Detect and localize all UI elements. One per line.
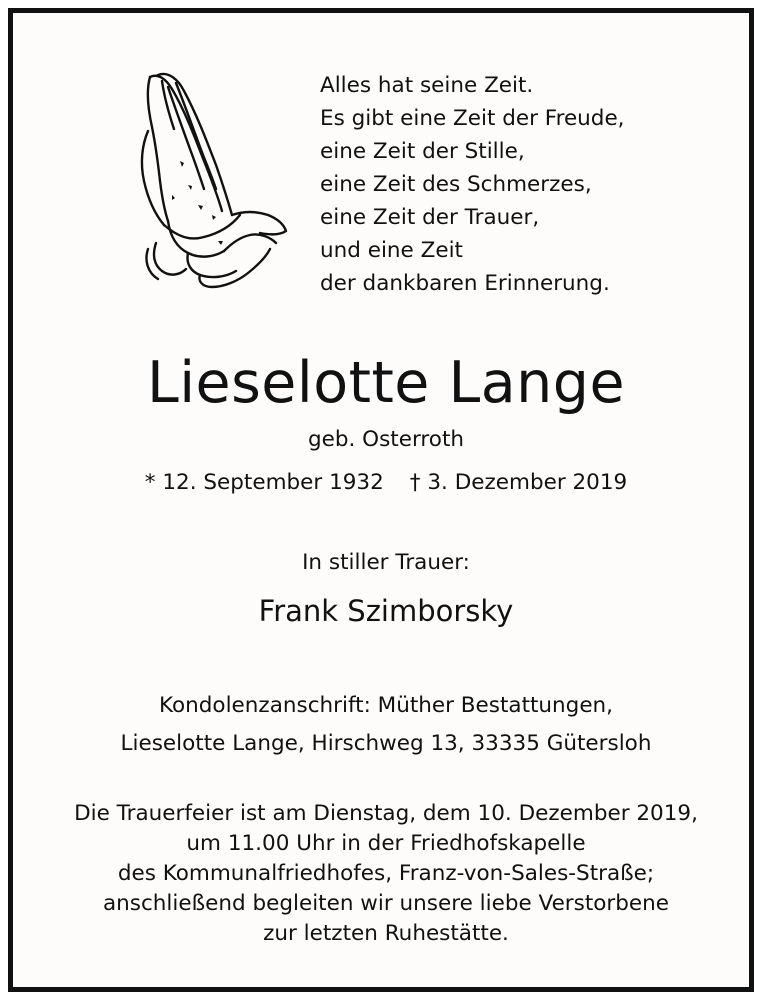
service-line: des Kommunalfriedhofes, Franz-von-Sales-Straße;	[117, 861, 655, 886]
mourning-label: In stiller Trauer:	[302, 550, 470, 575]
condolence-line: Lieselotte Lange, Hirschweg 13, 33335 Gütersloh	[120, 731, 652, 756]
service-line: zur letzten Ruhestätte.	[263, 921, 509, 946]
poem-line: Es gibt eine Zeit der Freude,	[320, 106, 625, 131]
service-line: anschließend begleiten wir unsere liebe Verstorbene	[102, 891, 669, 916]
maiden-name: geb. Osterroth	[307, 427, 464, 452]
condolence-line: Kondolenzanschrift: Müther Bestattungen,	[158, 693, 614, 718]
poem	[320, 69, 625, 300]
poem-line: der dankbaren Erinnerung.	[320, 271, 610, 296]
death-date: † 3. Dezember 2019	[409, 470, 628, 495]
deceased-name: Lieselotte Lange	[146, 350, 626, 416]
service-line: um 11.00 Uhr in der Friedhofskapelle	[186, 831, 586, 856]
condolence-address	[13, 687, 759, 763]
mourner-name: Frank Szimborsky	[258, 594, 514, 628]
praying-hands-icon	[128, 65, 293, 290]
birth-date: * 12. September 1932	[144, 470, 384, 495]
service-info	[13, 799, 759, 949]
poem-line: eine Zeit der Stille,	[320, 139, 525, 164]
life-dates	[13, 465, 759, 501]
obituary-frame	[8, 8, 754, 992]
poem-line: Alles hat seine Zeit.	[320, 73, 534, 98]
poem-line: und eine Zeit	[320, 238, 463, 263]
poem-line: eine Zeit der Trauer,	[320, 205, 540, 230]
poem-line: eine Zeit des Schmerzes,	[320, 172, 592, 197]
service-line: Die Trauerfeier ist am Dienstag, dem 10. Dezember 2019,	[74, 801, 698, 826]
